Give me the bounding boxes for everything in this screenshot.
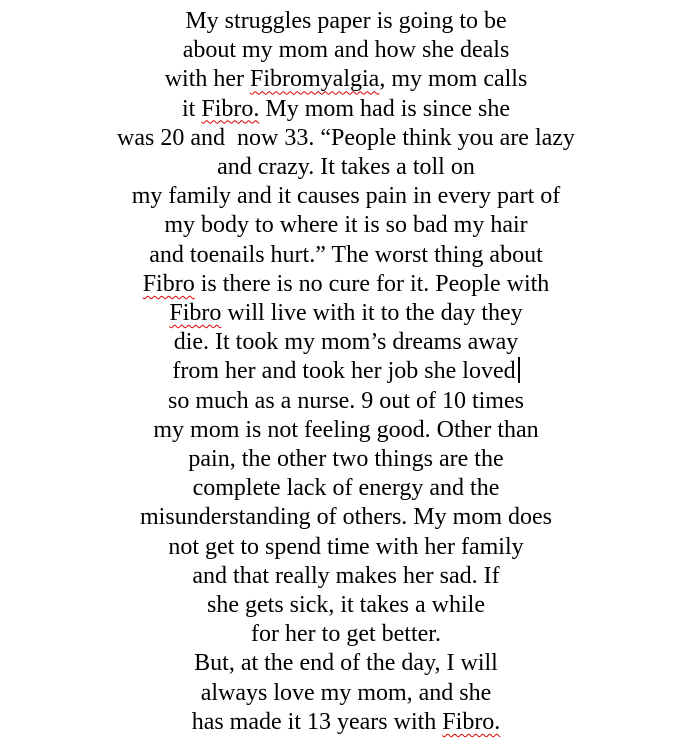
text-segment[interactable]: and toenails hurt.” The worst thing about (149, 241, 543, 268)
text-segment[interactable]: has made it 13 years with (191, 708, 443, 735)
text-line[interactable] (0, 270, 692, 299)
text-line[interactable] (0, 65, 692, 94)
text-line[interactable] (0, 649, 692, 678)
misspelled-word[interactable]: Fibro. (442, 708, 501, 735)
text-segment[interactable]: it (182, 95, 202, 122)
text-line[interactable] (0, 562, 692, 591)
text-segment[interactable]: was 20 and now 33. “People think you are lazy (117, 124, 575, 151)
text-line[interactable] (0, 299, 692, 328)
text-segment[interactable]: about my mom and how she deals (182, 37, 510, 64)
text-line[interactable] (0, 474, 692, 503)
misspelled-word[interactable]: Fibromyalgia (250, 66, 380, 93)
text-line[interactable] (0, 708, 692, 737)
text-segment[interactable]: misunderstanding of others. My mom does (140, 504, 552, 531)
text-segment[interactable]: from her and took her job she loved (172, 358, 516, 385)
text-line[interactable] (0, 7, 692, 36)
text-segment[interactable]: she gets sick, it takes a while (207, 592, 485, 619)
text-line[interactable] (0, 533, 692, 562)
misspelled-word[interactable]: Fibro (142, 270, 195, 297)
text-segment[interactable]: die. It took my mom’s dreams away (173, 329, 519, 356)
text-line[interactable] (0, 95, 692, 124)
text-line[interactable] (0, 124, 692, 153)
misspelled-word[interactable]: Fibro. (201, 95, 260, 122)
text-line[interactable] (0, 591, 692, 620)
text-line[interactable] (0, 357, 692, 386)
text-segment[interactable]: , my mom calls (379, 66, 528, 93)
text-segment[interactable]: my body to where it is so bad my hair (164, 212, 528, 239)
text-segment[interactable]: complete lack of energy and the (192, 475, 500, 502)
misspelled-word[interactable]: Fibro (169, 300, 222, 327)
text-segment[interactable]: My struggles paper is going to be (185, 8, 507, 34)
text-cursor (518, 357, 520, 383)
text-segment[interactable]: and crazy. It takes a toll on (217, 154, 475, 181)
text-segment[interactable]: is there is no cure for it. People with (194, 270, 550, 297)
text-segment[interactable]: But, at the end of the day, I will (194, 650, 498, 677)
text-line[interactable] (0, 153, 692, 182)
text-segment[interactable]: for her to get better. (251, 621, 441, 648)
text-segment[interactable]: so much as a nurse. 9 out of 10 times (168, 387, 524, 414)
text-segment[interactable]: with her (164, 66, 250, 93)
paragraph-text (0, 7, 692, 737)
text-segment[interactable]: not get to spend time with her family (168, 533, 524, 560)
text-line[interactable] (0, 182, 692, 211)
text-line[interactable] (0, 620, 692, 649)
text-line[interactable] (0, 679, 692, 708)
text-line[interactable] (0, 387, 692, 416)
text-segment[interactable]: my family and it causes pain in every part of (131, 183, 561, 210)
text-line[interactable] (0, 36, 692, 65)
text-line[interactable] (0, 445, 692, 474)
text-segment[interactable]: always love my mom, and she (200, 679, 492, 706)
text-segment[interactable]: will live with it to the day they (221, 300, 523, 327)
text-segment[interactable]: pain, the other two things are the (188, 446, 504, 473)
text-segment[interactable]: my mom is not feeling good. Other than (153, 416, 539, 443)
text-segment[interactable]: My mom had is since she (259, 95, 510, 122)
text-line[interactable] (0, 211, 692, 240)
text-line[interactable] (0, 503, 692, 532)
text-segment[interactable]: and that really makes her sad. If (192, 562, 500, 589)
text-line[interactable] (0, 328, 692, 357)
text-line[interactable] (0, 241, 692, 270)
text-line[interactable] (0, 416, 692, 445)
